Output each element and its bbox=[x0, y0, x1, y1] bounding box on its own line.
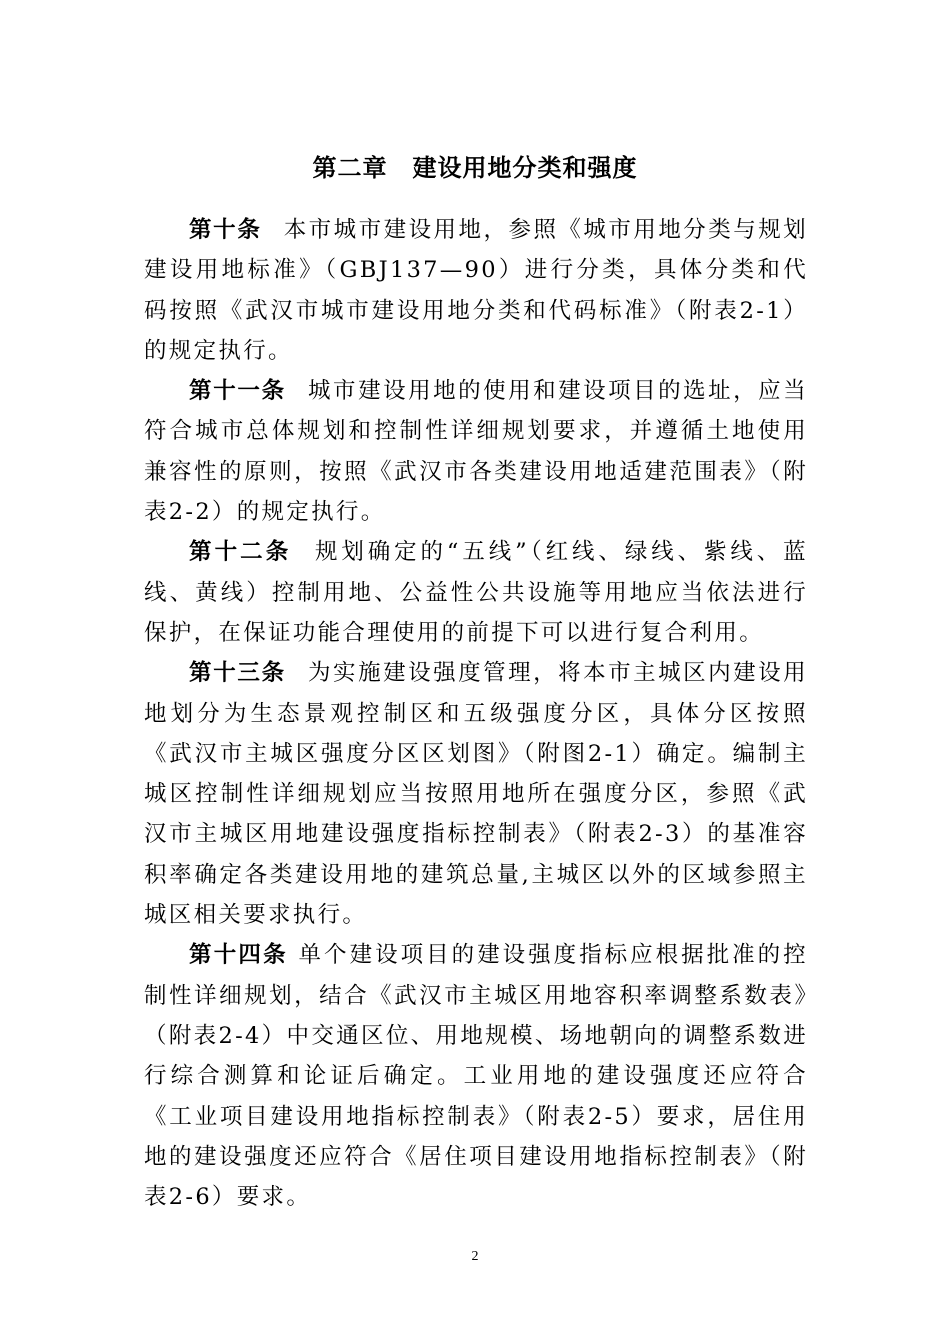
article-10 bbox=[144, 210, 808, 371]
article-label: 第十四条 bbox=[189, 942, 288, 969]
chapter-title: 第二章 建设用地分类和强度 bbox=[312, 154, 638, 182]
article-text: 规划确定的“五线”（红线、绿线、紫线、蓝线、黄线）控制用地、公益性公共设施等用地应当依法进行保护，在保证功能合理使用的前提下可以进行复合利用。 bbox=[144, 539, 808, 646]
page-number: 2 bbox=[471, 1249, 479, 1264]
article-text: 为实施建设强度管理，将本市主城区内建设用地划分为生态景观控制区和五级强度分区，具体分区按照《武汉市主城区强度分区区划图》（附图2-1）确定。编制主城区控制性详细规划应当按照用地所在强度分区，参照《武汉市主城区用地建设强度指标控制表》（附表2-3）的基准容积率确定各类建设用地的建筑总量,主城区以外的区域参照主城区相关要求执行。 bbox=[144, 660, 808, 929]
article-11 bbox=[144, 371, 808, 532]
article-13 bbox=[144, 653, 808, 935]
article-label: 第十三条 bbox=[189, 660, 286, 687]
article-14 bbox=[144, 935, 808, 1217]
article-label: 第十一条 bbox=[189, 378, 286, 405]
article-12 bbox=[144, 532, 808, 653]
article-label: 第十二条 bbox=[189, 539, 292, 566]
article-text: 城市建设用地的使用和建设项目的选址，应当符合城市总体规划和控制性详细规划要求，并遵循土地使用兼容性的原则，按照《武汉市各类建设用地适建范围表》（附表2-2）的规定执行。 bbox=[144, 378, 808, 526]
article-label: 第十条 bbox=[189, 217, 262, 243]
body-text bbox=[144, 210, 808, 1217]
article-text: 本市城市建设用地，参照《城市用地分类与规划建设用地标准》（GBJ137—90）进行分类，具体分类和代码按照《武汉市城市建设用地分类和代码标准》（附表2-1）的规定执行。 bbox=[144, 217, 808, 364]
article-text: 单个建设项目的建设强度指标应根据批准的控制性详细规划，结合《武汉市主城区用地容积率调整系数表》（附表2-4）中交通区位、用地规模、场地朝向的调整系数进行综合测算和论证后确定。工业用地的建设强度还应符合《工业项目建设用地指标控制表》（附表2-5）要求，居住用地的建设强度还应符合《居住项目建设用地指标控制表》（附表2-6）要求。 bbox=[144, 942, 808, 1211]
